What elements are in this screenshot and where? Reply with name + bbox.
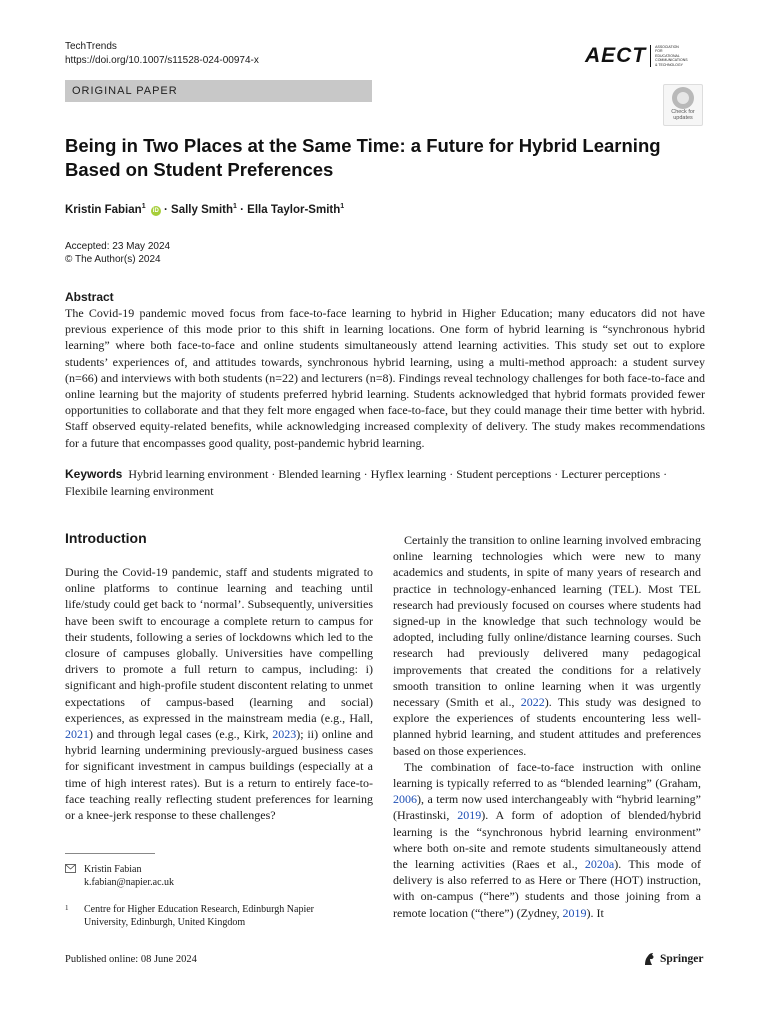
paper-type-label: ORIGINAL PAPER (72, 85, 178, 97)
keywords-list: Hybrid learning environment · Blended learning · Hyflex learning · Student perceptions · Lecturer perceptions · Flexibile learning environment (65, 467, 668, 498)
check-updates-line2: updates (673, 115, 693, 121)
body-column-right (393, 532, 701, 921)
author-separator: · (164, 203, 172, 216)
article-title: Being in Two Places at the Same Time: a Future for Hybrid Learning Based on Student Preferences (65, 135, 661, 180)
accepted-date: Accepted: 23 May 2024 (65, 241, 171, 252)
springer-logo (642, 952, 703, 966)
author-name[interactable]: Sally Smith (171, 203, 234, 216)
abstract-heading: Abstract (65, 290, 114, 304)
orcid-icon[interactable]: iD (152, 207, 159, 214)
envelope-icon (65, 864, 76, 877)
citation-link[interactable]: 2006 (393, 792, 417, 807)
citation-link[interactable]: 2022 (520, 695, 545, 710)
keywords-section (65, 466, 705, 499)
corresponding-author (84, 863, 174, 889)
check-updates-line1: Check for (671, 109, 695, 115)
springer-wordmark: Springer (660, 953, 704, 965)
keywords-label: Keywords (65, 467, 123, 481)
logo-divider (650, 45, 651, 67)
abstract-text: The Covid-19 pandemic moved focus from face-to-face learning to hybrid in Higher Education; many educators did not have previous experience of this mode prior to this shift in learning locations. One form of hybrid learning is “synchronous hybrid learning” where both face-to-face and online students simultaneously attend learning activities. This study set out to explore students’ experiences of, and attitudes towards, synchronous hybrid learning, using a multi-method approach: a student survey (n=66) and interviews with both students (n=22) and lecturers (n=8). Findings reveal technology challenges for both face-to-face and online learning but the majority of students preferred hybrid learning. Students acknowledged that hybrid formats provided fewer opportunities to collaborate and that they felt more engaged when face-to-face, but they could manage their time better with hybrid. Staff observed equity-related benefits, while acknowledging increased complexity of delivery. The study makes recommendations for a future that encompasses good quality, post-pandemic hybrid learning. (65, 306, 705, 450)
check-updates-icon (672, 87, 694, 109)
author-separator: · (240, 203, 248, 216)
author-name[interactable]: Ella Taylor-Smith (247, 203, 341, 216)
paragraph: The combination of face-to-face instruction with online learning is typically referred to as “blended learning” (Graham, 2006), a term now used interchangeably with “hybrid learning” (Hrastinski, 2019). A form of adoption of blended/hybrid learning is the “synchronous hybrid learning environment” where both on-site and remote students simultaneously attend the learning activities (Raes et al., 2020a). This mode of delivery is also referred to as Here or There (HOT) instruction, with on-campus (“here”) students and those joining from a remote location (“there”) (Zydney, 2019). It (393, 759, 702, 920)
publisher-logo (585, 44, 687, 68)
aect-tagline: ASSOCIATION FOR EDUCATIONAL COMMUNICATIONS & TECHNOLOGY (655, 44, 688, 67)
citation-link[interactable]: 2019 (457, 808, 482, 823)
journal-header (65, 40, 259, 68)
article-dates (65, 240, 170, 266)
paragraph: Certainly the transition to online learning involved embracing online learning technologies which were new to many academics and students, in spite of many years of research and practice in technology-enhanced learning (TEL). Most TEL research had previously focused on courses where students had signed-up in the knowledge that such technology would be adopted, including fully online/distance learning courses. Such research had previously delivered many pedagogical improvements that created the conditions for a relatively smooth transition to online learning when it was urgently necessary (Smith et al., 2022). This study was designed to explore the experiences of students encountering less well-planned hybrid learning, and student attitudes and preferences based on those experiences. (393, 533, 701, 758)
affiliation-text: Centre for Higher Education Research, Edinburgh Napier University, Edinburgh, United Kingdom (84, 904, 315, 928)
springer-horse-icon (642, 952, 656, 966)
aect-logo-text: AECT (585, 44, 647, 67)
citation-link[interactable]: 2019 (562, 905, 587, 920)
journal-name: TechTrends (65, 41, 117, 52)
published-date: Published online: 08 June 2024 (65, 954, 197, 965)
author-affiliation: 1 (233, 203, 237, 210)
contact-email[interactable]: k.fabian@napier.ac.uk (84, 877, 175, 888)
check-for-updates-badge[interactable] (663, 84, 703, 126)
author-name[interactable]: Kristin Fabian (65, 203, 142, 216)
citation-link[interactable]: 2021 (65, 727, 89, 742)
citation-link[interactable]: 2023 (272, 727, 297, 742)
paragraph: During the Covid-19 pandemic, staff and students migrated to online platforms to continue learning and teaching until life/study could get back to ‘normal’. Subsequently, universities have been swift to encourage a complete return to campus for their students, following a series of lockdowns which led to the closure of campuses globally. Universities have compelling drivers to promote a full return to campus, including: i) significant and high-profile student discontent relating to unmet expectations of campus-based (learning and social) experiences, as expressed in the mainstream media (e.g., Hall, 2021) and through legal cases (e.g., Kirk, 2023); ii) online and hybrid learning undermining previously-argued business cases for significant investment in campus buildings (especially at a time of high interest rates). But is a return to entirely face-to-face teaching really reflecting student preferences for learning or a knee-jerk response to these challenges? (65, 565, 373, 823)
citation-link[interactable]: 2020a (584, 857, 615, 872)
footnote-rule (65, 853, 155, 854)
doi-link[interactable]: https://doi.org/10.1007/s11528-024-00974-x (65, 55, 259, 66)
copyright-line: © The Author(s) 2024 (65, 254, 161, 265)
author-affiliation: 1 (340, 203, 345, 210)
author-list (65, 203, 344, 216)
paper-type-banner (65, 80, 372, 102)
contact-name: Kristin Fabian (84, 864, 142, 875)
section-heading-introduction: Introduction (65, 530, 147, 546)
affiliation-number: 1 (65, 904, 69, 912)
body-column-left (65, 564, 373, 823)
author-affiliation: 1 (141, 203, 146, 210)
